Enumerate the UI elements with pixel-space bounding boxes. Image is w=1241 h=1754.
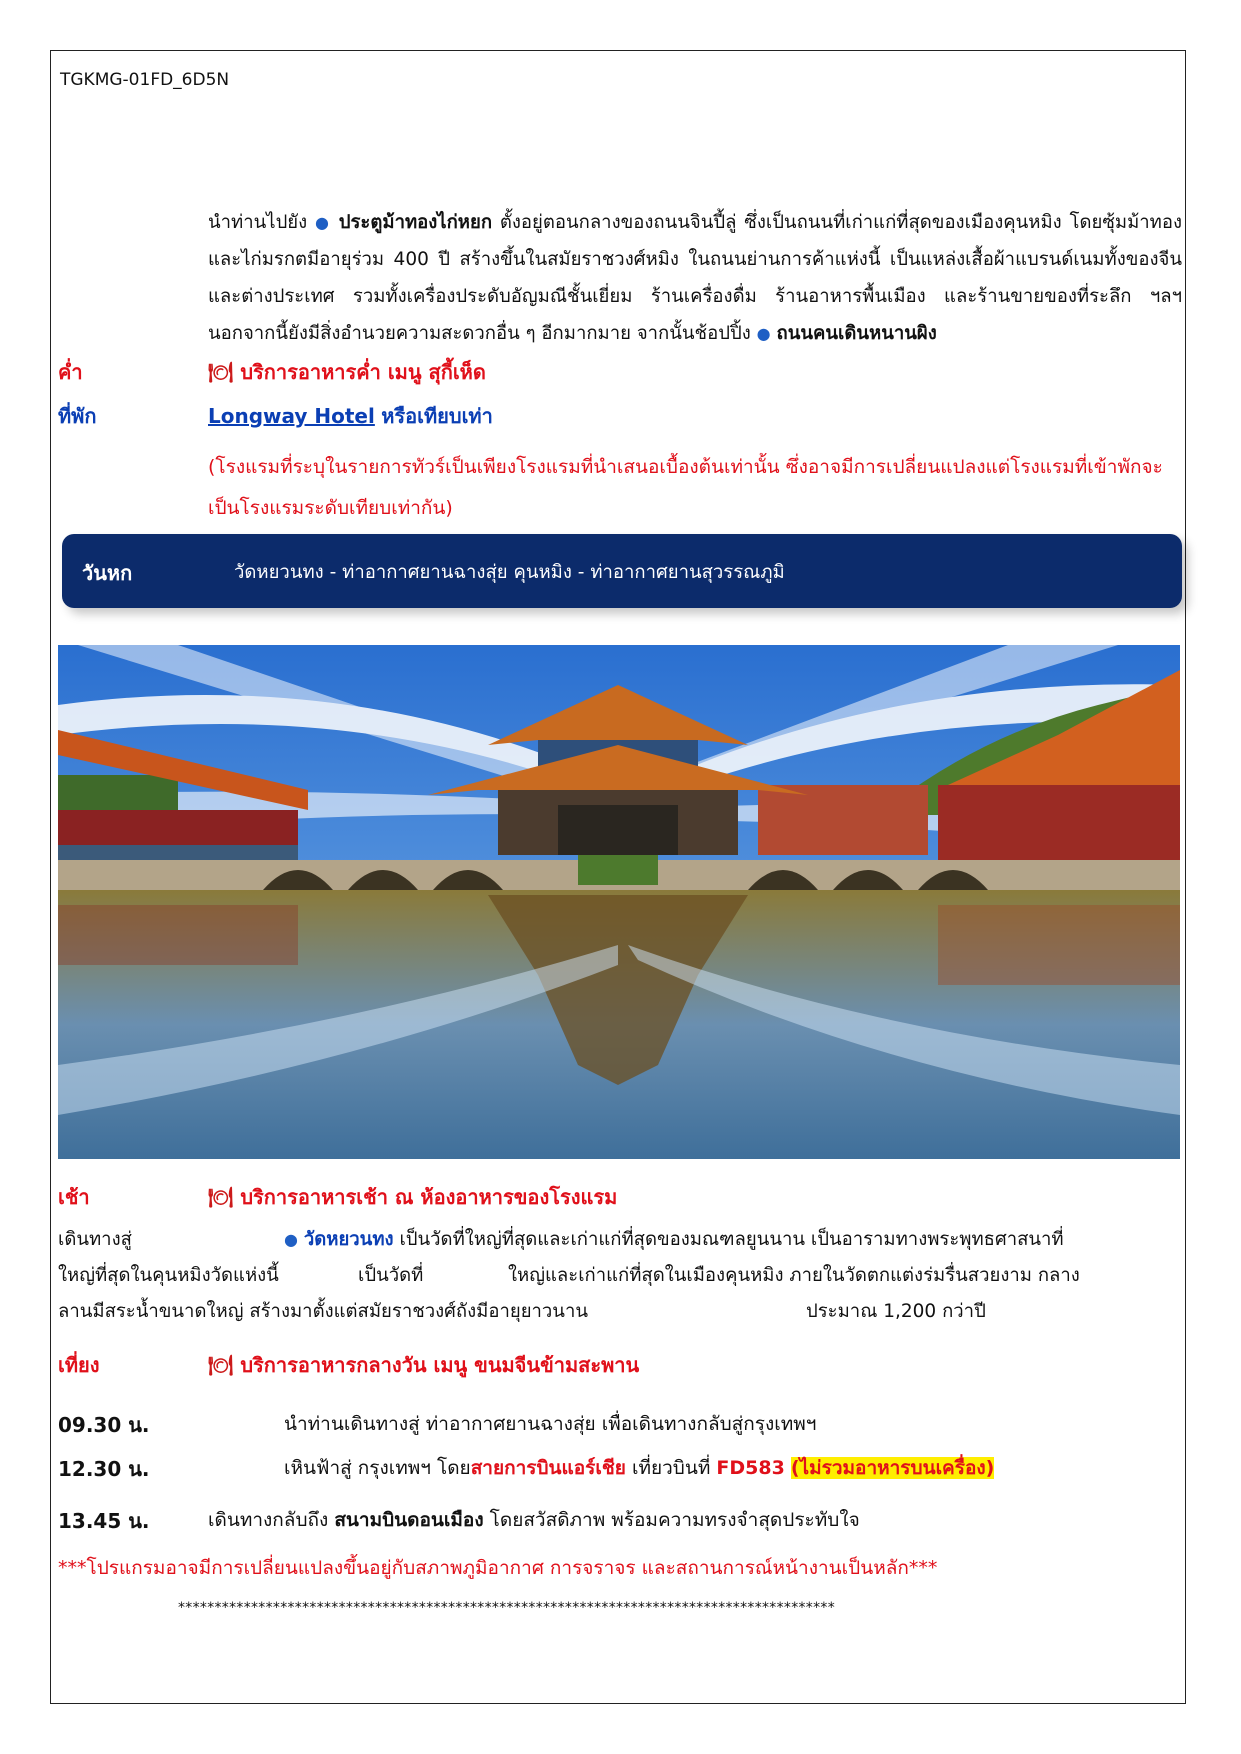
bullet-dot-icon: ● (756, 324, 771, 343)
schedule-text-3 (208, 1505, 860, 1535)
dinner-text: บริการอาหารค่ำ เมนู สุกี้เห็ด (240, 360, 486, 384)
breakfast-label: เช้า (58, 1185, 90, 1209)
lunch-label: เที่ยง (58, 1353, 100, 1377)
day-banner (62, 534, 1182, 608)
breakfast-meal (208, 1181, 617, 1213)
day-label: วันหก (82, 561, 133, 585)
fork-knife-plate-icon: 🍽 (208, 360, 234, 384)
temple-desc-3b: ประมาณ 1,200 กว่าปี (806, 1301, 986, 1322)
hotel-name-link[interactable]: Longway Hotel (208, 404, 375, 428)
temple-line-1 (58, 1222, 1182, 1258)
arrival-airport: สนามบินดอนเมือง (334, 1509, 484, 1531)
intro-paragraph (208, 204, 1182, 352)
schedule-time-3: 13.45 น. (58, 1509, 150, 1533)
document-code: TGKMG-01FD_6D5N (60, 70, 230, 90)
temple-desc-3a: ลานมีสระน้ำขนาดใหญ่ สร้างมาตั้งแต่สมัยราชวงศ์ถังมีอายุยาวนาน (58, 1301, 588, 1322)
schedule-time-2: 12.30 น. (58, 1457, 150, 1481)
arrival-text-a: เดินทางกลับถึง (208, 1509, 329, 1531)
flight-text-b: เที่ยวบินที่ (631, 1457, 711, 1479)
temple-line-1-content (284, 1222, 1064, 1258)
fork-knife-plate-icon: 🍽 (208, 1353, 234, 1377)
schedule-time-1: 09.30 น. (58, 1413, 150, 1437)
intro-description: ตั้งอยู่ตอนกลางของถนนจินปี้ลู่ ซึ่งเป็นถนนที่เก่าแก่ที่สุดของเมืองคุนหมิง โดยซุ้มม้าทองและไก่มรกตมีอายุร่วม 400 ปี สร้างขึ้นในสมัยราชวงศ์หมิง ในถนนย่านการค้าแห่งนี้ เป็นแหล่งเสื้อผ้าแบรนด์เนมทั้งของจีนและต่างประเทศ รวมทั้งเครื่องประดับอัญมณีชั้นเยี่ยม ร้านเครื่องดื่ม ร้านอาหารพื้นเมือง และร้านขายของที่ระลึก ฯลฯ นอกจากนี้ยังมีสิ่งอำนวยความสะดวกอื่น ๆ อีกมากมาย จากนั้นช้อปปิ้ง (208, 212, 1182, 344)
dinner-label: ค่ำ (58, 360, 83, 384)
dinner-meal (208, 356, 486, 388)
flight-text-a: เหินฟ้าสู่ กรุงเทพฯ โดย (284, 1457, 471, 1479)
day-route: วัดหยวนทง - ท่าอากาศยานฉางสุ่ย คุนหมิง - ท่าอากาศยานสุวรรณภูมิ (234, 562, 785, 583)
arrival-text-b: โดยสวัสดิภาพ พร้อมความทรงจำสุดประทับใจ (489, 1509, 860, 1531)
airline-name: สายการบินแอร์เชีย (470, 1457, 626, 1479)
temple-desc-1: เป็นวัดที่ใหญ่ที่สุดและเก่าแก่ที่สุดของมณฑลยูนนาน เป็นอารามทางพระพุทธศาสนาที่ (399, 1229, 1064, 1250)
hotel-label: ที่พัก (58, 404, 97, 428)
temple-desc-2b: เป็นวัดที่ (358, 1265, 424, 1286)
disclaimer: ***โปรแกรมอาจมีการเปลี่ยนแปลงขึ้นอยู่กับสภาพภูมิอากาศ การจราจร และสถานการณ์หน้างานเป็นหลัก*** (58, 1557, 938, 1579)
flight-number: FD583 (716, 1457, 785, 1479)
schedule-text-1: นำท่านเดินทางสู่ ท่าอากาศยานฉางสุ่ย เพื่อเดินทางกลับสู่กรุงเทพฯ (284, 1413, 817, 1435)
temple-lead: เดินทางสู่ (58, 1229, 132, 1250)
intro-lead: นำท่านไปยัง (208, 212, 308, 233)
schedule-text-2 (284, 1453, 994, 1483)
fork-knife-plate-icon: 🍽 (208, 1185, 234, 1209)
temple-line-2 (58, 1258, 1182, 1294)
meal-note-highlight: (ไม่รวมอาหารบนเครื่อง) (790, 1457, 995, 1479)
bullet-dot-icon: ● (284, 1230, 298, 1249)
lunch-meal (208, 1349, 639, 1381)
bullet-dot-icon: ● (315, 213, 331, 232)
temple-line-3 (58, 1294, 1182, 1330)
intro-place-1: ประตูม้าทองไก่หยก (338, 212, 493, 233)
temple-paragraph (58, 1222, 1182, 1330)
hotel-line (208, 400, 493, 432)
lunch-text: บริการอาหารกลางวัน เมนู ขนมจีนข้ามสะพาน (240, 1353, 640, 1377)
star-divider: ****************************************************************************************** (178, 1600, 835, 1616)
temple-name: วัดหยวนทง (303, 1229, 394, 1250)
temple-photo (58, 645, 1180, 1159)
hotel-suffix: หรือเทียบเท่า (381, 404, 493, 428)
hotel-note: (โรงแรมที่ระบุในรายการทัวร์เป็นเพียงโรงแรมที่นำเสนอเบื้องต้นเท่านั้น ซึ่งอาจมีการเปลี่ยนแปลงแต่โรงแรมที่เข้าพักจะเป็นโรงแรมระดับเทียบเท่ากัน) (208, 456, 1163, 519)
intro-place-2: ถนนคนเดินหนานผิง (776, 323, 937, 344)
breakfast-text: บริการอาหารเช้า ณ ห้องอาหารของโรงแรม (240, 1185, 618, 1209)
temple-desc-2a: ใหญ่ที่สุดในคุนหมิงวัดแห่งนี้ (58, 1265, 279, 1286)
temple-desc-2c: ใหญ่และเก่าแก่ที่สุดในเมืองคุนหมิง ภายในวัดตกแต่งร่มรื่นสวยงาม กลาง (508, 1265, 1080, 1286)
